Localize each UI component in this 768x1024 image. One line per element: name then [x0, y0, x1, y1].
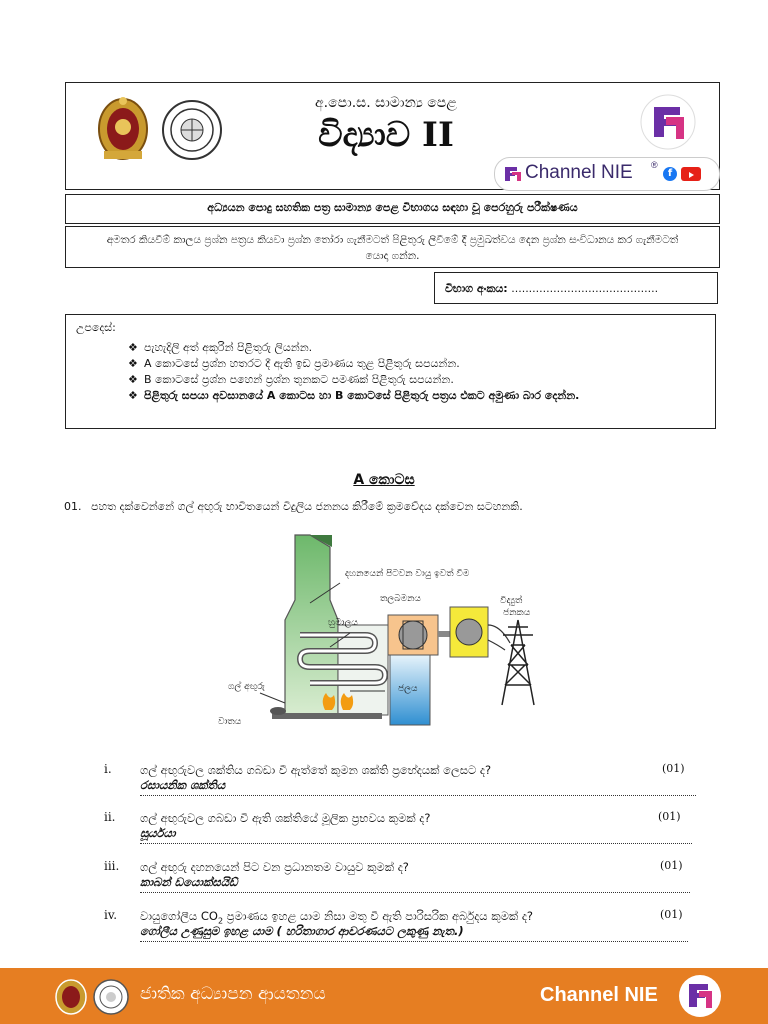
reading-time-note: අමතර කියවීම් කාලය ප්‍රශ්න පත්‍රය කියවා ප්‍රශ්න තෝරා ගැනීමටත් පිළිතුරු ලිවීමේ දී ප්‍රමුඛත්වය දෙන ප්‍රශ්න සංවිධානය කර ගැනීමටත් යොදා ගන්න. [65, 226, 720, 268]
diagram-label-exhaust: දහනයෙන් පිටවන වායු ඉවත් වීම [345, 569, 470, 579]
subquestion-3 [100, 857, 700, 897]
diagram-label-coal: ගල් අඟුරු [228, 682, 265, 692]
subquestion-number: iv. [104, 908, 118, 922]
diagram-label-water: ජලය [398, 684, 418, 694]
marks: (01) [660, 908, 683, 921]
index-number-field[interactable]: .......................................... [511, 282, 659, 295]
instruction-item: ❖ B කොටසේ ප්‍රශ්න පහෙන් ප්‍රශ්න තුනකට පමණක් පිළිතුරු සපයන්න. [128, 373, 454, 386]
question-number: 01. [64, 500, 82, 513]
diagram-label-steam: හුමාලය [328, 618, 358, 628]
subquestion-text: ගල් අඟුරුවල ගබඩා වී ඇති ශක්තියේ මූලික ප්‍රභවය කුමක් ද? [140, 811, 431, 825]
exam-description: අධ්‍යයන පොදු සහතික පත්‍ර සාමාන්‍ය පෙළ විභාගය සඳහා වූ පෙරහුරු පරීක්ෂණය [65, 194, 720, 224]
footer-nie-seal-icon [92, 978, 130, 1016]
subquestion-text: ගල් අඟුරු දහනයෙන් පිට වන ප්‍රධානතම වායුව කුමක් ද? [140, 860, 409, 874]
channel-nie-small-logo-icon [503, 165, 523, 183]
channel-nie-banner-text: Channel NIE [525, 162, 633, 183]
footer-bar [0, 968, 768, 1024]
subquestion-2 [100, 808, 700, 848]
subquestion-4 [100, 906, 700, 946]
footer-emblem-icon [54, 978, 88, 1016]
youtube-icon[interactable] [681, 167, 701, 181]
registered-mark: ® [651, 160, 658, 170]
channel-nie-logo-icon [636, 93, 700, 151]
instructions-heading: උපදෙස්: [76, 321, 116, 334]
nie-seal-icon [161, 95, 223, 165]
subject-title: විද්‍යාව II [318, 115, 454, 155]
footer-brand: Channel NIE [540, 984, 658, 1006]
diamond-bullet-icon: ❖ [128, 389, 138, 402]
question-text: පහත දක්වෙන්නේ ගල් අඟුරු භාවිතයෙන් විදුලිය ජනනය කිරීමේ ක්‍රමවේදය දක්වෙන සටහනකි. [91, 500, 523, 513]
diagram-label-turbine: තලබමනය [380, 594, 421, 604]
exam-level-subtitle: අ.පො.ස. සාමාන්‍ය පෙළ [315, 95, 457, 111]
subquestion-1 [100, 760, 700, 800]
marks: (01) [660, 859, 683, 872]
answer-line[interactable]: කාබන් ඩයොක්සයිඩ් [140, 875, 690, 893]
index-number-box [434, 272, 718, 304]
diagram-label-generator-2: ජනකය [503, 608, 531, 618]
instructions-box [65, 314, 716, 429]
subquestion-number: iii. [104, 859, 120, 873]
instruction-item: ❖ පැහැදිලි අත් අකුරින් පිළිතුරු ලියන්න. [128, 341, 313, 354]
marks: (01) [658, 810, 681, 823]
subquestion-text: වායුගෝලීය $CO_2$ ප්‍රමාණය ඉහළ යාම නිසා මතු වී ඇති පාරිසරික අර්බුදය කුමක් ද? [140, 909, 534, 926]
index-number-label: විභාග අංකය: [445, 282, 508, 295]
marks: (01) [662, 762, 685, 775]
channel-nie-banner [494, 157, 720, 191]
section-a-title: A කොටස [353, 472, 415, 488]
diagram-label-generator-1: විද්‍යුත් [500, 596, 523, 606]
diamond-bullet-icon: ❖ [128, 341, 138, 354]
diagram-label-air: වාතය [218, 717, 242, 727]
instruction-item: ❖ පිළිතුරු සපයා අවසානයේ A කොටස හා B කොටසේ පිළිතුරු පත්‍රය එකට අමුණා බාර දෙන්න. [128, 389, 580, 402]
subquestion-number: ii. [104, 810, 116, 824]
subquestion-number: i. [104, 762, 112, 776]
subquestion-text: ගල් අඟුරුවල ශක්තිය ගබඩා වී ඇත්තේ කුමන ශක්ති ප්‍රභේදයක් ලෙසට ද? [140, 763, 492, 777]
footer-channel-nie-logo-icon [678, 974, 722, 1018]
answer-line[interactable]: ගෝලීය උණුසුම ඉහළ යාම ( හරිතාගාර ආචරණයට ලකුණු නැත.) [140, 924, 688, 942]
sri-lanka-emblem-icon [94, 95, 152, 165]
diamond-bullet-icon: ❖ [128, 373, 138, 386]
header-box [65, 82, 720, 190]
answer-line[interactable]: සූර්යයා [140, 826, 692, 844]
footer-institute-name: ජාතික අධ්‍යාපන ආයතනය [140, 984, 326, 1004]
facebook-icon[interactable]: f [663, 167, 677, 181]
answer-line[interactable]: රසායනික ශක්තිය [140, 778, 696, 796]
question-1 [64, 500, 704, 514]
instruction-item: ❖ A කොටසේ ප්‍රශ්න හතරට දී ඇති ඉඩ ප්‍රමාණය තුළ පිළිතුරු සපයන්න. [128, 357, 460, 370]
diamond-bullet-icon: ❖ [128, 357, 138, 370]
coal-power-plant-diagram [200, 525, 560, 735]
